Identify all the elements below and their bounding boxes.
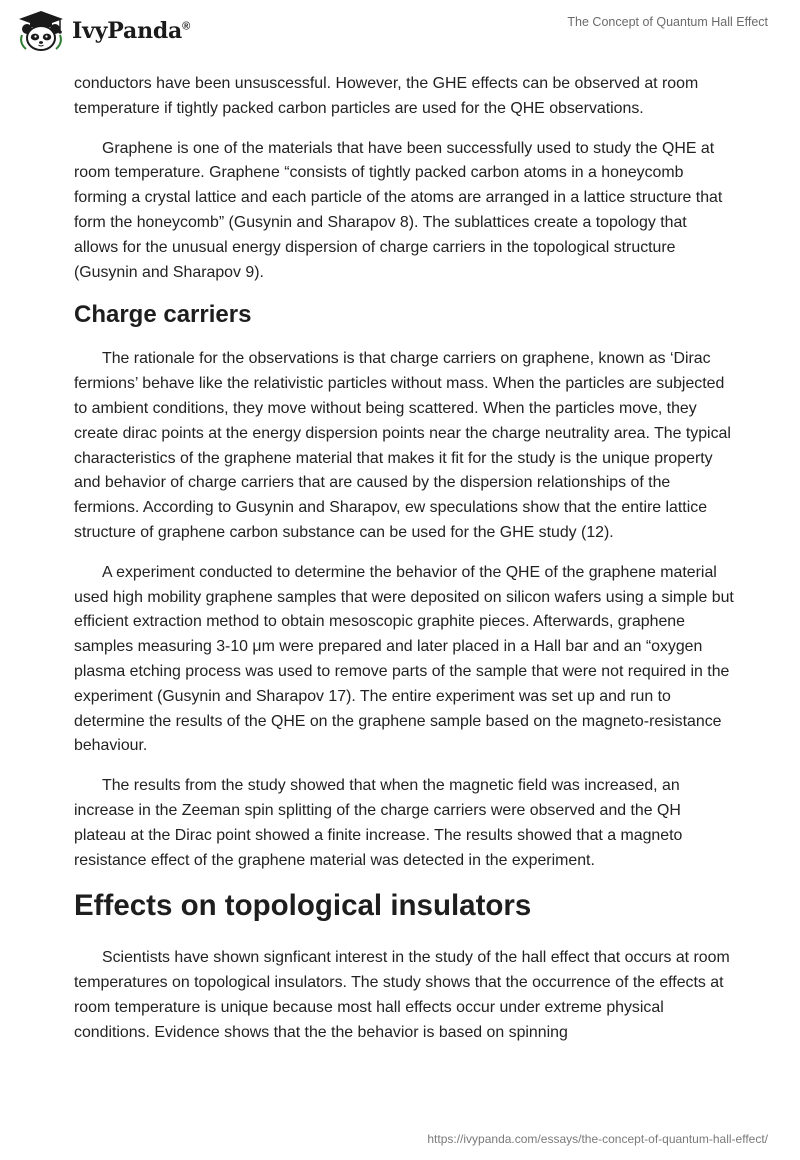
- document-running-title: The Concept of Quantum Hall Effect: [567, 15, 768, 29]
- source-url[interactable]: https://ivypanda.com/essays/the-concept-of-quantum-hall-effect/: [427, 1132, 768, 1146]
- essay-content: [74, 72, 734, 1061]
- paragraph: Scientists have shown signficant interest in the study of the hall effect that occurs at room temperatures on topological insulators. The study shows that the occurrence of the effects at room temperature is unique because most hall effects occur under extreme physical conditions. Evidence shows that the the behavior is based on spinning: [74, 949, 730, 1041]
- paragraph: conductors have been unsuscessful. However, the GHE effects can be observed at room temperature if tightly packed carbon particles are used for the QHE observations.: [74, 75, 699, 117]
- page-header: [0, 0, 800, 62]
- paragraph: A experiment conducted to determine the behavior of the QHE of the graphene material used high mobility graphene samples that were deposited on silicon wafers using a simple but efficient extraction method to obtain mesoscopic graphite pieces. Afterwards, graphene samples measuring 3-10 μm were prepared and later placed in a Hall bar and an “oxygen plasma etching process was used to remove parts of the sample that were not required in the experiment (Gusynin and Sharapov 17). The entire experiment was set up and run to determine the results of the QHE on the graphene sample based on the magneto-resistance behaviour.: [74, 563, 734, 755]
- brand-name: IvyPanda®: [72, 18, 191, 44]
- paragraph: Graphene is one of the materials that have been successfully used to study the QHE at room temperature. Graphene “consists of tightly packed carbon atoms in a honeycomb forming a crystal lattice and each particle of the atoms are arranged in a lattice structure that form the honeycomb” (Gusynin and Sharapov 8). The sublattices create a topology that allows for the unusual energy dispersion of charge carriers in the topological structure (Gusynin and Sharapov 9).: [74, 139, 723, 281]
- panda-graduate-logo-icon: [16, 9, 66, 53]
- section-heading-effects-on-topological-insulators: Effects on topological insulators: [74, 889, 532, 923]
- paragraph: The rationale for the observations is that charge carriers on graphene, known as ‘Dirac fermions’ behave like the relativistic particles without mass. When the particles are subjected to ambient conditions, they move without being scattered. When the particles move, they create dirac points at the energy dispersion points near the charge neutrality area. The typical characteristics of the graphene material that makes it fit for the study is the unique property and behavior of charge carriers that are caused by the dispersion relationships of the fermions. According to Gusynin and Sharapov, ew speculations show that the entire lattice structure of graphene carbon substance can be used for the GHE study (12).: [74, 350, 731, 541]
- section-heading-charge-carriers: Charge carriers: [74, 301, 252, 329]
- brand-logo[interactable]: [16, 9, 190, 53]
- paragraph: The results from the study showed that when the magnetic field was increased, an increase in the Zeeman spin splitting of the charge carriers were observed and the QH plateau at the Dirac point showed a finite increase. The results showed that a magneto resistance effect of the graphene material was detected in the experiment.: [74, 777, 683, 869]
